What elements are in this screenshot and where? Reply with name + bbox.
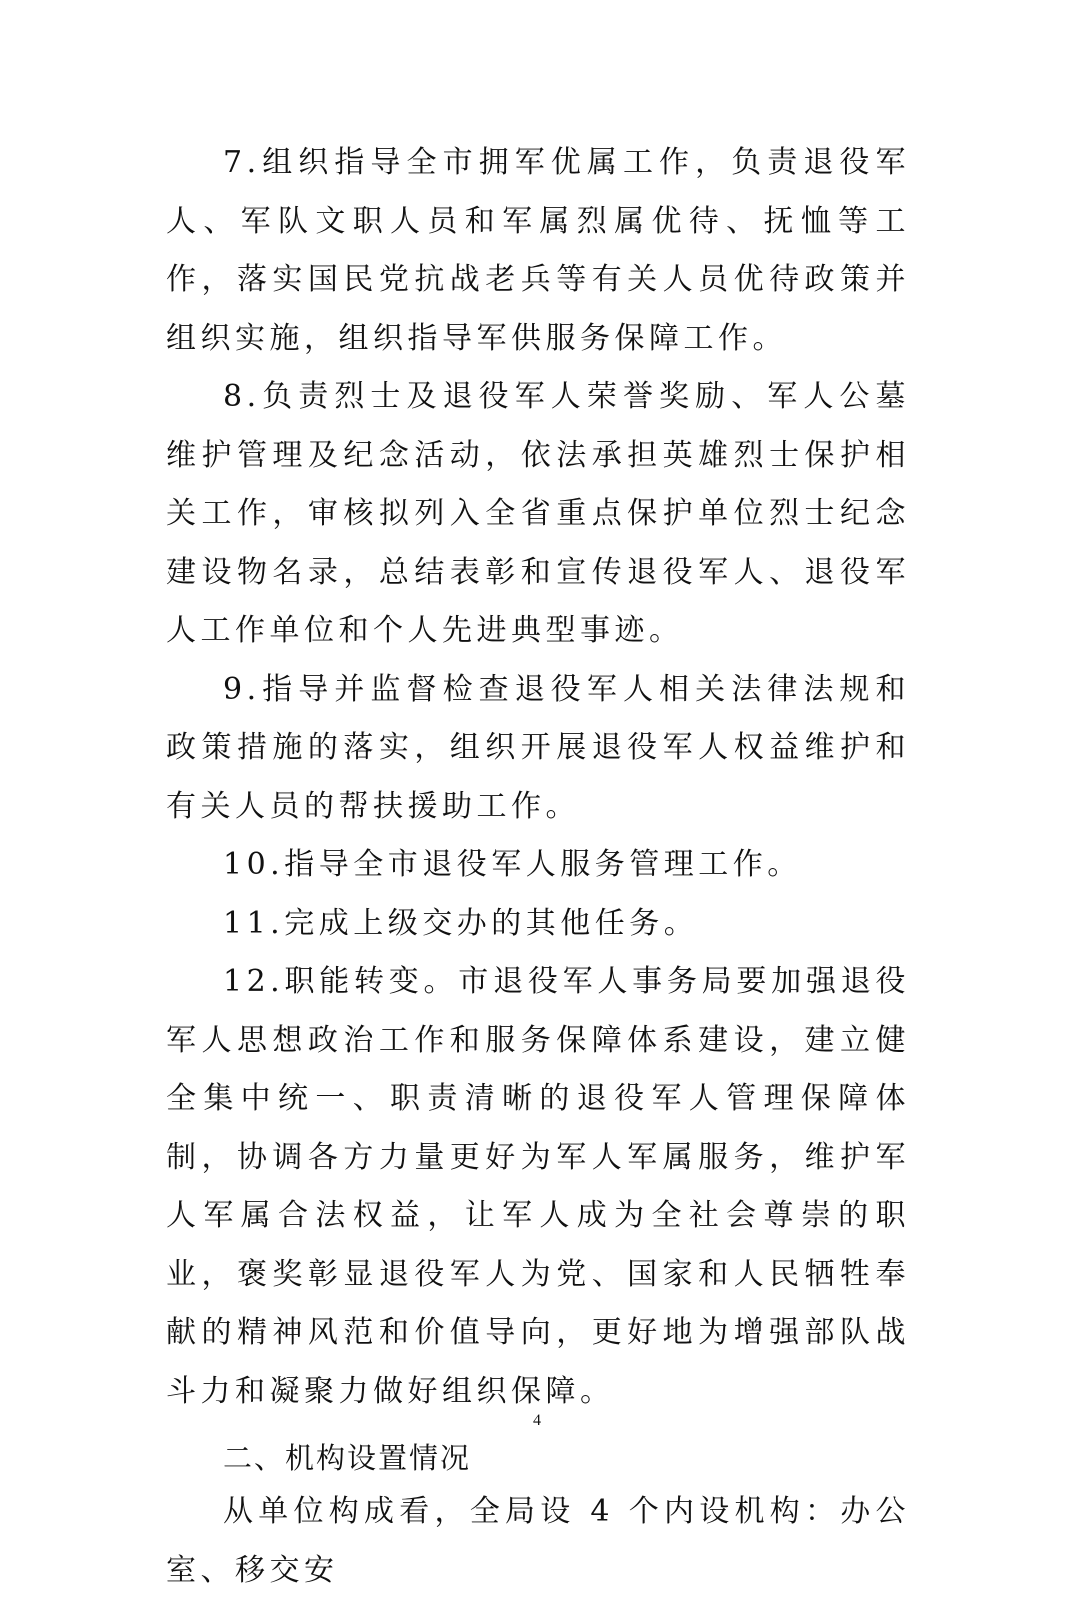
paragraph-item-10: 10.指导全市退役军人服务管理工作。 — [223, 847, 802, 882]
section-first-paragraph: 从单位构成看，全局设 4 个内设机构：办公室、移交安 — [166, 1494, 910, 1588]
section-heading: 二、机构设置情况 — [223, 1441, 472, 1475]
paragraph-item-11: 11.完成上级交办的其他任务。 — [223, 905, 699, 941]
paragraph-item-8: 8.负责烈士及退役军人荣誉奖励、军人公墓维护管理及纪念活动，依法承担英雄烈士保护相关工作，审核拟列入全省重点保护单位烈士纪念建设物名录，总结表彰和宣传退役军人、退役军人工作单位和个人先进典型事迹。 — [166, 379, 910, 648]
paragraph-item-7: 7.组织指导全市拥军优属工作，负责退役军人、军队文职人员和军属烈属优待、抚恤等工作，落实国民党抗战老兵等有关人员优待政策并组织实施，组织指导军供服务保障工作。 — [166, 145, 910, 356]
paragraph-item-9: 9.指导并监督检查退役军人相关法律法规和政策措施的落实，组织开展退役军人权益维护和有关人员的帮扶援助工作。 — [166, 671, 910, 824]
document-body — [166, 134, 910, 1600]
page-number: 4 — [533, 1412, 541, 1429]
paragraph-item-12: 12.职能转变。市退役军人事务局要加强退役军人思想政治工作和服务保障体系建设，建立健全集中统一、职责清晰的退役军人管理保障体制，协调各方力量更好为军人军属服务，维护军人军属合法权益，让军人成为全社会尊崇的职业，褒奖彰显退役军人为党、国家和人民牺牲奉献的精神风范和价值导向，更好地为增强部队战斗力和凝聚力做好组织保障。 — [166, 964, 910, 1409]
